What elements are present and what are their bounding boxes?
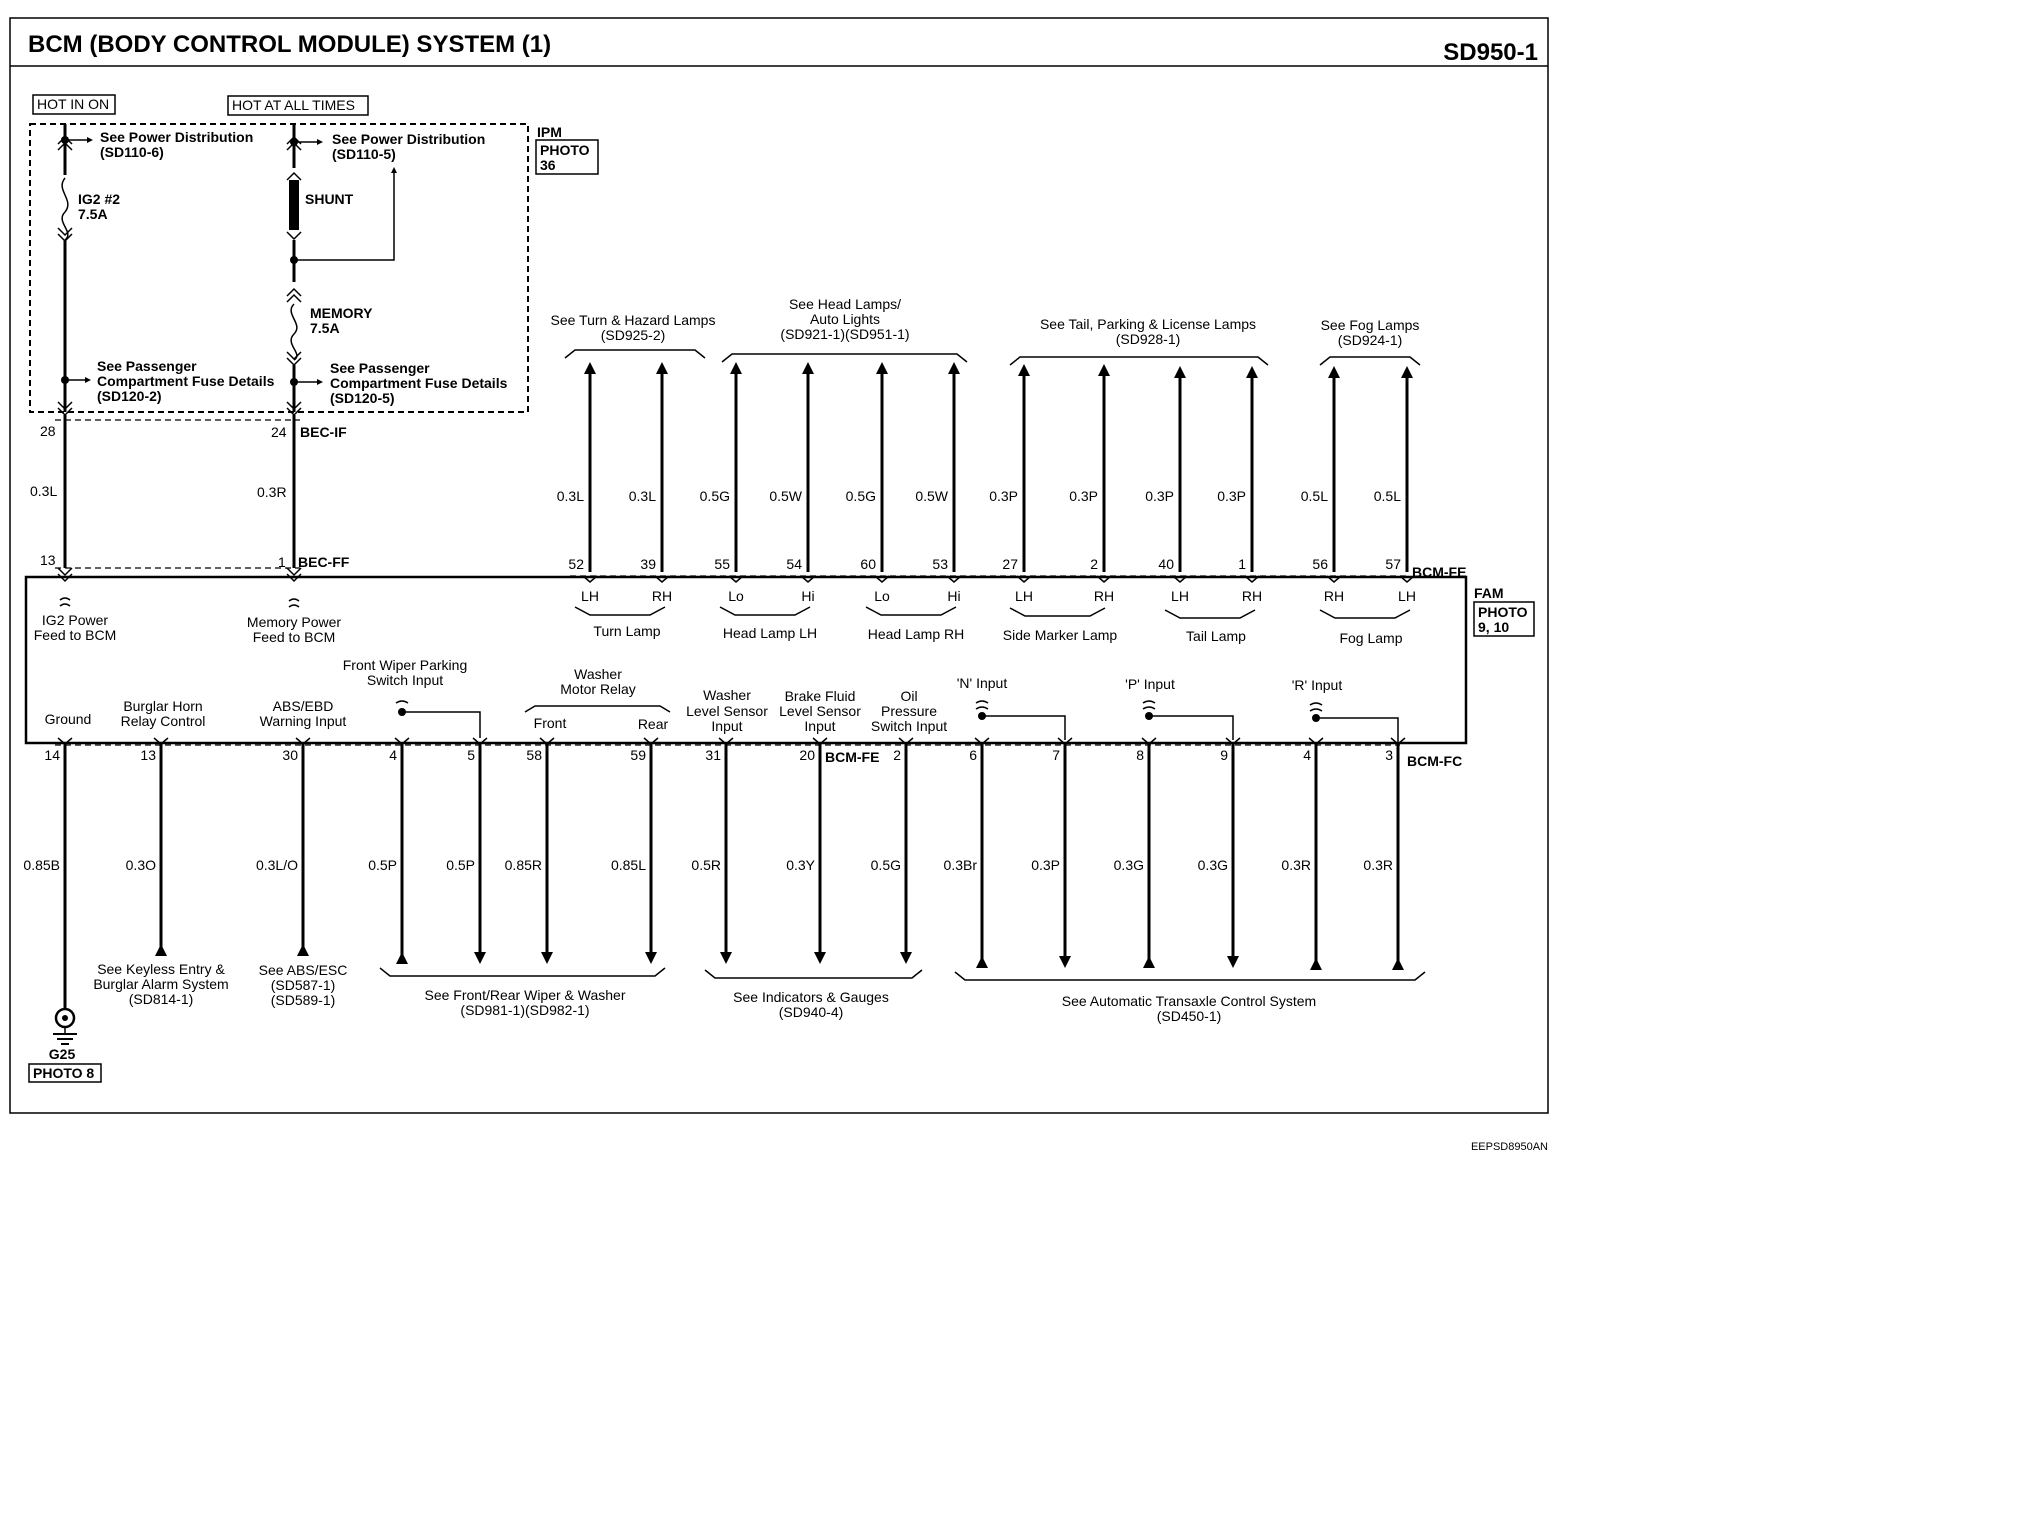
- top-term-label-2: RH: [651, 588, 673, 604]
- bottom-wire-4: [368, 738, 409, 964]
- top-wire-color-5: 0.5G: [845, 488, 876, 504]
- top-wire-9: [1145, 372, 1189, 604]
- burglar-label-1: Burglar Horn: [123, 698, 203, 714]
- memory-fuse-rating: 7.5A: [310, 320, 340, 336]
- bottom-pin-5: 5: [467, 747, 475, 763]
- bcm-fe-bottom-label: BCM-FE: [825, 749, 880, 765]
- ig2-fuse-name: IG2 #2: [78, 191, 121, 207]
- pin-13: 13: [40, 552, 56, 568]
- tail-ref-1: See Tail, Parking & License Lamps: [1039, 316, 1257, 332]
- bcm-fc-label: BCM-FC: [1407, 753, 1463, 769]
- oil-label-1: Oil: [900, 688, 918, 704]
- memory-feed-connector: [287, 568, 301, 581]
- bottom-pin-4: 4: [389, 747, 397, 763]
- wiper-label-2: Switch Input: [366, 672, 444, 688]
- washer-relay-label-1: Washer: [574, 666, 622, 682]
- bottom-pin-9: 20: [799, 747, 815, 763]
- top-pin-9: 40: [1158, 556, 1174, 572]
- bottom-wire-color-6: 0.85R: [504, 857, 542, 873]
- memory-feed-label-1: Memory Power: [246, 614, 342, 630]
- wiper-ref-2: (SD981-1)(SD982-1): [460, 1002, 590, 1018]
- fog-ref-1: See Fog Lamps: [1320, 317, 1420, 333]
- top-pin-12: 57: [1385, 556, 1401, 572]
- washer-level-label-1: Washer: [703, 687, 751, 703]
- bottom-wire-color-7: 0.85L: [610, 857, 646, 873]
- oil-label-3: Switch Input: [870, 718, 948, 734]
- bottom-wire-color-13: 0.3G: [1113, 857, 1144, 873]
- bottom-wire-color-5: 0.5P: [446, 857, 475, 873]
- bcm-fe-top-label: BCM-FE: [1412, 564, 1467, 580]
- bottom-wire-color-12: 0.3P: [1031, 857, 1060, 873]
- top-term-label-12: LH: [1398, 588, 1416, 604]
- bottom-wire-7: [611, 738, 658, 958]
- group-turn-lamp: Turn Lamp: [593, 623, 661, 639]
- top-wire-1: [557, 368, 599, 604]
- left-dist-ref-1: See Power Distribution: [100, 129, 254, 145]
- top-term-label-1: LH: [581, 588, 599, 604]
- bottom-wire-color-4: 0.5P: [368, 857, 397, 873]
- ig2-fuse-circuit: [58, 124, 90, 415]
- turn-ref-1: See Turn & Hazard Lamps: [550, 312, 716, 328]
- top-term-label-6: Hi: [947, 588, 961, 604]
- bottom-wire-8: [691, 738, 733, 958]
- tail-ref-bracket: [1010, 357, 1268, 365]
- left-dist-ref-2: (SD110-6): [100, 144, 164, 160]
- indicators-ref-1: See Indicators & Gauges: [733, 989, 889, 1005]
- bottom-pin-6: 58: [526, 747, 542, 763]
- hot-in-on-label: HOT IN ON: [37, 96, 110, 112]
- p-input-label: 'P' Input: [1125, 676, 1175, 692]
- abs-label-1: ABS/EBD: [272, 698, 334, 714]
- right-pass-ref-3: (SD120-5): [330, 390, 395, 406]
- head-ref-1: See Head Lamps/: [788, 296, 902, 312]
- top-pin-2: 39: [640, 556, 656, 572]
- ig2-fuse-rating: 7.5A: [78, 206, 108, 222]
- fam-photo-label: PHOTO: [1478, 604, 1528, 620]
- top-wire-4: [769, 368, 815, 604]
- bottom-wire-color-8: 0.5R: [691, 857, 721, 873]
- top-wire-6: [915, 368, 961, 604]
- bottom-pin-10: 2: [893, 747, 901, 763]
- top-term-label-8: RH: [1093, 588, 1115, 604]
- head-ref-2: Auto Lights: [809, 311, 881, 327]
- left-pass-ref-2: Compartment Fuse Details: [97, 373, 275, 389]
- bottom-pin-12: 7: [1052, 747, 1060, 763]
- bottom-wire-16: [1363, 738, 1405, 970]
- top-wire-color-3: 0.5G: [699, 488, 730, 504]
- washer-relay-bracket: [525, 706, 670, 712]
- right-dist-ref-1: See Power Distribution: [332, 131, 486, 147]
- top-wire-color-10: 0.3P: [1217, 488, 1246, 504]
- wire-0-3r-left: 0.3R: [257, 484, 287, 500]
- washer-level-label-3: Input: [711, 718, 743, 734]
- abs-label-2: Warning Input: [259, 713, 347, 729]
- pin-1: 1: [278, 554, 286, 570]
- bottom-wire-6: [505, 738, 554, 958]
- top-wire-color-6: 0.5W: [915, 488, 948, 504]
- top-term-label-3: Lo: [728, 588, 744, 604]
- atx-ref-bracket: [955, 972, 1425, 980]
- top-wire-color-11: 0.5L: [1300, 488, 1328, 504]
- bottom-pin-13: 8: [1136, 747, 1144, 763]
- bottom-wire-3: [256, 738, 310, 956]
- bottom-pin-3: 30: [282, 747, 298, 763]
- washer-relay-label-2: Motor Relay: [560, 681, 636, 697]
- top-wire-5: [846, 368, 890, 604]
- brake-fluid-label-2: Level Sensor: [779, 703, 861, 719]
- fam-photo-number: 9, 10: [1478, 619, 1510, 635]
- bottom-pin-8: 31: [705, 747, 721, 763]
- top-wire-11: [1301, 372, 1344, 604]
- ipm-photo-label: PHOTO: [540, 142, 590, 158]
- ground-id: G25: [48, 1046, 76, 1062]
- bottom-wire-color-10: 0.5G: [870, 857, 901, 873]
- wiper-ref-1: See Front/Rear Wiper & Washer: [424, 987, 626, 1003]
- top-pin-5: 60: [860, 556, 876, 572]
- bottom-wire-15: [1281, 738, 1323, 970]
- ig2-feed-connector: [58, 568, 72, 581]
- bottom-wire-14: [1198, 738, 1240, 962]
- oil-label-2: Pressure: [880, 703, 938, 719]
- bottom-pin-16: 3: [1385, 747, 1393, 763]
- bec-ff-label: BEC-FF: [298, 554, 350, 570]
- top-term-label-7: LH: [1015, 588, 1033, 604]
- top-pin-11: 56: [1312, 556, 1328, 572]
- bottom-pin-15: 4: [1303, 747, 1311, 763]
- top-wire-10: [1217, 372, 1262, 604]
- burglar-label-2: Relay Control: [120, 713, 206, 729]
- wiper-ref-bracket: [380, 968, 665, 976]
- top-term-label-5: Lo: [874, 588, 890, 604]
- keyless-ref-2: Burglar Alarm System: [93, 976, 229, 992]
- top-pin-3: 55: [714, 556, 730, 572]
- head-ref-3: (SD921-1)(SD951-1): [780, 326, 910, 342]
- ground-photo-label: PHOTO 8: [33, 1065, 95, 1081]
- left-pass-ref-1: See Passenger: [97, 358, 197, 374]
- top-pin-4: 54: [786, 556, 802, 572]
- group-side-marker-lamp: Side Marker Lamp: [1002, 627, 1118, 643]
- bottom-pin-14: 9: [1220, 747, 1228, 763]
- ig2-feed-label-1: IG2 Power: [41, 612, 109, 628]
- abs-ref-2: (SD587-1): [270, 977, 336, 993]
- washer-level-label-2: Level Sensor: [686, 703, 768, 719]
- top-pin-6: 53: [932, 556, 948, 572]
- tail-ref-2: (SD928-1): [1115, 331, 1181, 347]
- washer-front-label: Front: [533, 715, 567, 731]
- group-head-lamp-lh: Head Lamp LH: [722, 625, 818, 641]
- bottom-pin-7: 59: [630, 747, 646, 763]
- fog-ref-bracket: [1320, 357, 1420, 365]
- abs-ref-3: (SD589-1): [270, 992, 336, 1008]
- brake-fluid-label-1: Brake Fluid: [784, 688, 856, 704]
- ground-label: Ground: [44, 711, 92, 727]
- bottom-wire-5: [446, 738, 487, 958]
- keyless-ref-1: See Keyless Entry &: [97, 961, 225, 977]
- bottom-wire-1: [23, 738, 72, 1008]
- pin-24: 24: [271, 424, 287, 440]
- diagram-code: SD950-1: [1443, 39, 1538, 66]
- bottom-wire-color-1: 0.85B: [23, 857, 60, 873]
- top-term-label-11: RH: [1323, 588, 1345, 604]
- top-pin-7: 27: [1002, 556, 1018, 572]
- bottom-pin-2: 13: [140, 747, 156, 763]
- memory-fuse-name: MEMORY: [310, 305, 373, 321]
- left-pass-ref-3: (SD120-2): [97, 388, 162, 404]
- top-pin-8: 2: [1090, 556, 1098, 572]
- wiper-label-1: Front Wiper Parking: [342, 657, 468, 673]
- group-head-lamp-rh: Head Lamp RH: [867, 626, 965, 642]
- top-wire-color-12: 0.5L: [1373, 488, 1401, 504]
- bottom-pin-1: 14: [44, 747, 60, 763]
- head-ref-bracket: [722, 354, 967, 362]
- ig2-feed-label-2: Feed to BCM: [33, 627, 117, 643]
- right-pass-ref-2: Compartment Fuse Details: [330, 375, 508, 391]
- top-wire-2: [629, 368, 672, 604]
- top-wire-color-4: 0.5W: [769, 488, 802, 504]
- turn-ref-2: (SD925-2): [600, 327, 666, 343]
- diagram-title: BCM (BODY CONTROL MODULE) SYSTEM (1): [28, 31, 552, 58]
- ipm-photo-number: 36: [540, 157, 556, 173]
- top-group-brackets: [575, 607, 1410, 618]
- ground-symbol: [53, 1009, 77, 1044]
- bottom-wire-color-11: 0.3Br: [943, 857, 977, 873]
- bottom-wire-color-2: 0.3O: [125, 857, 156, 873]
- hot-at-all-times-label: HOT AT ALL TIMES: [232, 97, 355, 113]
- top-wire-3: [700, 368, 744, 604]
- washer-rear-label: Rear: [637, 716, 669, 732]
- bottom-wire-13: [1114, 738, 1156, 968]
- bottom-wire-11: [944, 738, 989, 968]
- turn-ref-bracket: [565, 350, 705, 358]
- top-term-label-9: LH: [1171, 588, 1189, 604]
- atx-ref-1: See Automatic Transaxle Control System: [1061, 993, 1317, 1009]
- bottom-wire-color-9: 0.3Y: [786, 857, 815, 873]
- right-pass-ref-1: See Passenger: [330, 360, 430, 376]
- bottom-wire-9: [786, 738, 827, 958]
- bottom-wire-color-16: 0.3R: [1363, 857, 1393, 873]
- bottom-wire-color-15: 0.3R: [1281, 857, 1311, 873]
- bottom-wires: [23, 738, 1405, 1008]
- footer-code: EEPSD8950AN: [1470, 1141, 1548, 1153]
- ipm-label: IPM: [537, 124, 562, 140]
- keyless-ref-3: (SD814-1): [128, 991, 194, 1007]
- bottom-wire-color-3: 0.3L/O: [255, 857, 298, 873]
- bottom-wire-2: [126, 738, 168, 956]
- atx-ref-2: (SD450-1): [1156, 1008, 1222, 1024]
- top-term-label-10: RH: [1241, 588, 1263, 604]
- top-pin-10: 1: [1238, 556, 1246, 572]
- top-wire-8: [1069, 370, 1114, 604]
- bec-if-label: BEC-IF: [300, 424, 347, 440]
- top-wire-12: [1374, 372, 1416, 604]
- fam-label: FAM: [1474, 585, 1504, 601]
- top-wires: [557, 368, 1416, 604]
- shunt-label: SHUNT: [305, 191, 354, 207]
- top-pin-1: 52: [568, 556, 584, 572]
- bottom-wire-12: [1031, 738, 1072, 962]
- group-tail-lamp: Tail Lamp: [1186, 628, 1246, 644]
- fog-ref-2: (SD924-1): [1337, 332, 1403, 348]
- memory-feed-label-2: Feed to BCM: [252, 629, 336, 645]
- top-term-label-4: Hi: [801, 588, 815, 604]
- indicators-ref-2: (SD940-4): [778, 1004, 844, 1020]
- top-wire-color-9: 0.3P: [1145, 488, 1174, 504]
- indicators-ref-bracket: [705, 970, 922, 978]
- brake-fluid-label-3: Input: [804, 718, 836, 734]
- top-wire-color-1: 0.3L: [556, 488, 584, 504]
- bottom-pin-11: 6: [969, 747, 977, 763]
- r-input-label: 'R' Input: [1291, 677, 1343, 693]
- wire-0-3l-left: 0.3L: [30, 483, 58, 499]
- group-fog-lamp: Fog Lamp: [1339, 630, 1403, 646]
- pin-28: 28: [40, 423, 56, 439]
- top-wire-color-8: 0.3P: [1069, 488, 1098, 504]
- abs-ref-1: See ABS/ESC: [258, 962, 348, 978]
- right-dist-ref-2: (SD110-5): [332, 146, 396, 162]
- top-wire-color-7: 0.3P: [989, 488, 1018, 504]
- top-wire-7: [989, 370, 1033, 604]
- top-wire-color-2: 0.3L: [628, 488, 656, 504]
- n-input-label: 'N' Input: [956, 675, 1008, 691]
- bottom-wire-color-14: 0.3G: [1197, 857, 1228, 873]
- bottom-wire-10: [871, 738, 913, 958]
